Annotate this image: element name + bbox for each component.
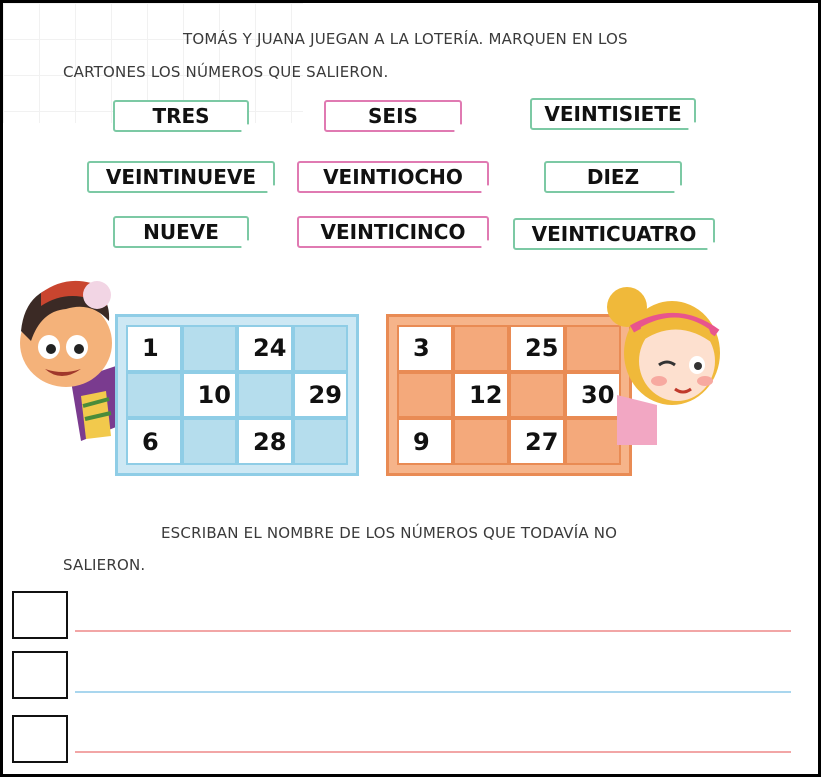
bingo-empty-cell[interactable] <box>182 325 238 372</box>
instruction-line-4: SALIERON. <box>63 556 146 574</box>
word-tag-nueve <box>113 216 249 248</box>
answer-checkbox[interactable] <box>12 715 68 763</box>
word-tag-veintiocho <box>297 161 489 193</box>
bingo-card-juana <box>386 314 632 476</box>
girl-illustration <box>597 285 737 445</box>
word-tag-label: VEINTICUATRO <box>531 222 697 246</box>
word-tag-veintisiete <box>530 98 696 130</box>
word-tag-veinticuatro <box>513 218 715 250</box>
bingo-empty-cell[interactable] <box>453 325 509 372</box>
bingo-number-cell[interactable]: 1 <box>126 325 182 372</box>
bingo-empty-cell[interactable] <box>126 372 182 419</box>
answer-line[interactable] <box>75 691 791 693</box>
bingo-number-cell[interactable]: 29 <box>293 372 349 419</box>
bingo-empty-cell[interactable] <box>293 418 349 465</box>
word-tag-label: DIEZ <box>586 165 640 189</box>
word-tag-seis <box>324 100 462 132</box>
answer-checkbox[interactable] <box>12 651 68 699</box>
bingo-empty-cell[interactable] <box>509 372 565 419</box>
answer-line[interactable] <box>75 751 791 753</box>
word-tag-label: SEIS <box>368 104 418 128</box>
word-tag-label: NUEVE <box>143 220 219 244</box>
bingo-number-cell[interactable]: 27 <box>509 418 565 465</box>
answer-checkbox[interactable] <box>12 591 68 639</box>
bingo-empty-cell[interactable] <box>397 372 453 419</box>
word-tag-diez <box>544 161 682 193</box>
word-tag-label: VEINTINUEVE <box>105 165 257 189</box>
bingo-number-cell[interactable]: 25 <box>509 325 565 372</box>
word-tag-label: VEINTIOCHO <box>323 165 463 189</box>
word-tag-label: VEINTICINCO <box>320 220 466 244</box>
word-tag-label: VEINTISIETE <box>544 102 682 126</box>
bingo-empty-cell[interactable] <box>293 325 349 372</box>
bingo-empty-cell[interactable] <box>453 418 509 465</box>
bingo-number-cell[interactable]: 24 <box>237 325 293 372</box>
instruction-line-3: ESCRIBAN EL NOMBRE DE LOS NÚMEROS QUE TODAVÍA NO <box>161 524 618 542</box>
answer-line[interactable] <box>75 630 791 632</box>
bingo-card-tomas <box>115 314 359 476</box>
bingo-number-cell[interactable]: 28 <box>237 418 293 465</box>
word-tag-label: TRES <box>152 104 210 128</box>
word-tag-veintinueve <box>87 161 275 193</box>
bingo-number-cell[interactable]: 9 <box>397 418 453 465</box>
bingo-empty-cell[interactable] <box>237 372 293 419</box>
bingo-number-cell[interactable]: 10 <box>182 372 238 419</box>
bingo-card-grid <box>397 325 621 465</box>
bingo-number-cell[interactable]: 3 <box>397 325 453 372</box>
bingo-card-grid <box>126 325 348 465</box>
word-tag-tres <box>113 100 249 132</box>
bingo-number-cell[interactable]: 12 <box>453 372 509 419</box>
bingo-empty-cell[interactable] <box>182 418 238 465</box>
word-tag-veinticinco <box>297 216 489 248</box>
instruction-line-1: TOMÁS Y JUANA JUEGAN A LA LOTERÍA. MARQUEN EN LOS <box>183 30 628 48</box>
bingo-number-cell[interactable]: 6 <box>126 418 182 465</box>
instruction-line-2: CARTONES LOS NÚMEROS QUE SALIERON. <box>63 63 389 81</box>
bingo-number-cell[interactable]: 30 <box>565 372 621 419</box>
